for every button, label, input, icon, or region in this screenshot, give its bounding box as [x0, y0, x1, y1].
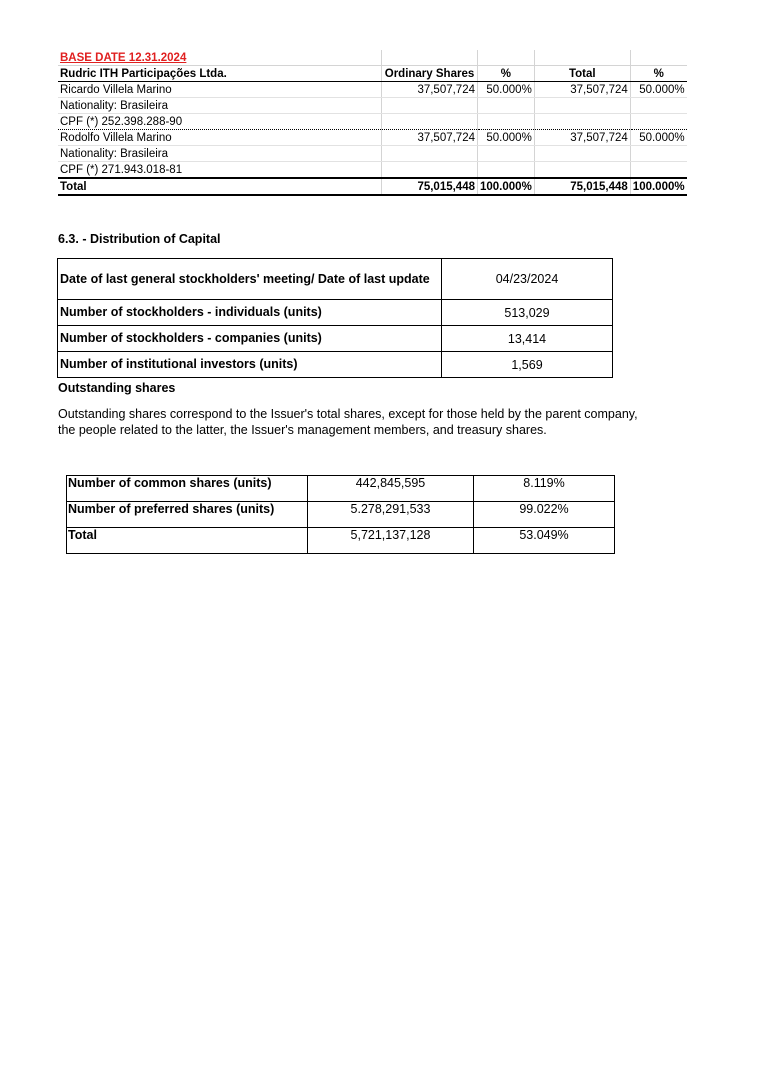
holder-percent: 50.000%	[478, 82, 535, 98]
outstanding-title: Outstanding shares	[58, 381, 176, 395]
percent-header: %	[478, 66, 535, 82]
holder-shares: 37,507,724	[382, 82, 478, 98]
distribution-row	[58, 300, 613, 326]
holder-total-percent: 50.000%	[630, 82, 686, 98]
holder-row	[58, 130, 687, 146]
holder-nationality-row	[58, 98, 687, 114]
total-percent-header: %	[630, 66, 686, 82]
shares-count: 442,845,595	[308, 476, 474, 502]
company-name-header: Rudric ITH Participações Ltda.	[58, 66, 382, 82]
shares-percent: 53.049%	[474, 528, 615, 554]
ownership-table	[58, 50, 687, 196]
holder-cpf: CPF (*) 271.943.018-81	[58, 162, 382, 179]
holder-name: Rodolfo Villela Marino	[58, 130, 382, 146]
distribution-label: Number of stockholders - individuals (units)	[58, 300, 442, 326]
shares-percent: 99.022%	[474, 502, 615, 528]
distribution-row	[58, 259, 613, 300]
totals-total: 75,015,448	[534, 178, 630, 195]
holder-nationality-row	[58, 146, 687, 162]
holder-nationality: Nationality: Brasileira	[58, 146, 382, 162]
shares-row	[67, 502, 615, 528]
totals-shares: 75,015,448	[382, 178, 478, 195]
section-title: 6.3. - Distribution of Capital	[58, 232, 221, 246]
shares-count: 5,721,137,128	[308, 528, 474, 554]
ordinary-shares-header: Ordinary Shares	[382, 66, 478, 82]
shares-percent: 8.119%	[474, 476, 615, 502]
holder-cpf-row	[58, 114, 687, 130]
totals-row	[58, 178, 687, 195]
shares-label: Total	[67, 528, 308, 554]
outstanding-description: Outstanding shares correspond to the Issuer's total shares, except for those held by the parent company, the people related to the latter, the Issuer's management members, and treasury shares.	[58, 407, 638, 437]
holder-percent: 50.000%	[478, 130, 535, 146]
base-date-title: BASE DATE 12.31.2024	[58, 50, 382, 66]
base-date-row	[58, 50, 687, 66]
shares-label: Number of preferred shares (units)	[67, 502, 308, 528]
distribution-value: 04/23/2024	[442, 259, 613, 300]
totals-label: Total	[58, 178, 382, 195]
holder-name: Ricardo Villela Marino	[58, 82, 382, 98]
totals-total-percent: 100.000%	[630, 178, 686, 195]
shares-label: Number of common shares (units)	[67, 476, 308, 502]
holder-total: 37,507,724	[534, 82, 630, 98]
distribution-row	[58, 352, 613, 378]
distribution-label: Number of stockholders - companies (units)	[58, 326, 442, 352]
distribution-value: 1,569	[442, 352, 613, 378]
shares-row	[67, 476, 615, 502]
shares-count: 5.278,291,533	[308, 502, 474, 528]
distribution-table	[57, 258, 613, 378]
distribution-label: Date of last general stockholders' meeting/ Date of last update	[58, 259, 442, 300]
holder-shares: 37,507,724	[382, 130, 478, 146]
total-header: Total	[534, 66, 630, 82]
holder-total: 37,507,724	[534, 130, 630, 146]
holder-total-percent: 50.000%	[630, 130, 686, 146]
distribution-label: Number of institutional investors (units)	[58, 352, 442, 378]
holder-nationality: Nationality: Brasileira	[58, 98, 382, 114]
header-row	[58, 66, 687, 82]
holder-cpf-row	[58, 162, 687, 179]
distribution-row	[58, 326, 613, 352]
outstanding-shares-table	[66, 475, 615, 554]
totals-percent: 100.000%	[478, 178, 535, 195]
holder-cpf: CPF (*) 252.398.288-90	[58, 114, 382, 130]
shares-row	[67, 528, 615, 554]
holder-row	[58, 82, 687, 98]
distribution-value: 13,414	[442, 326, 613, 352]
distribution-value: 513,029	[442, 300, 613, 326]
